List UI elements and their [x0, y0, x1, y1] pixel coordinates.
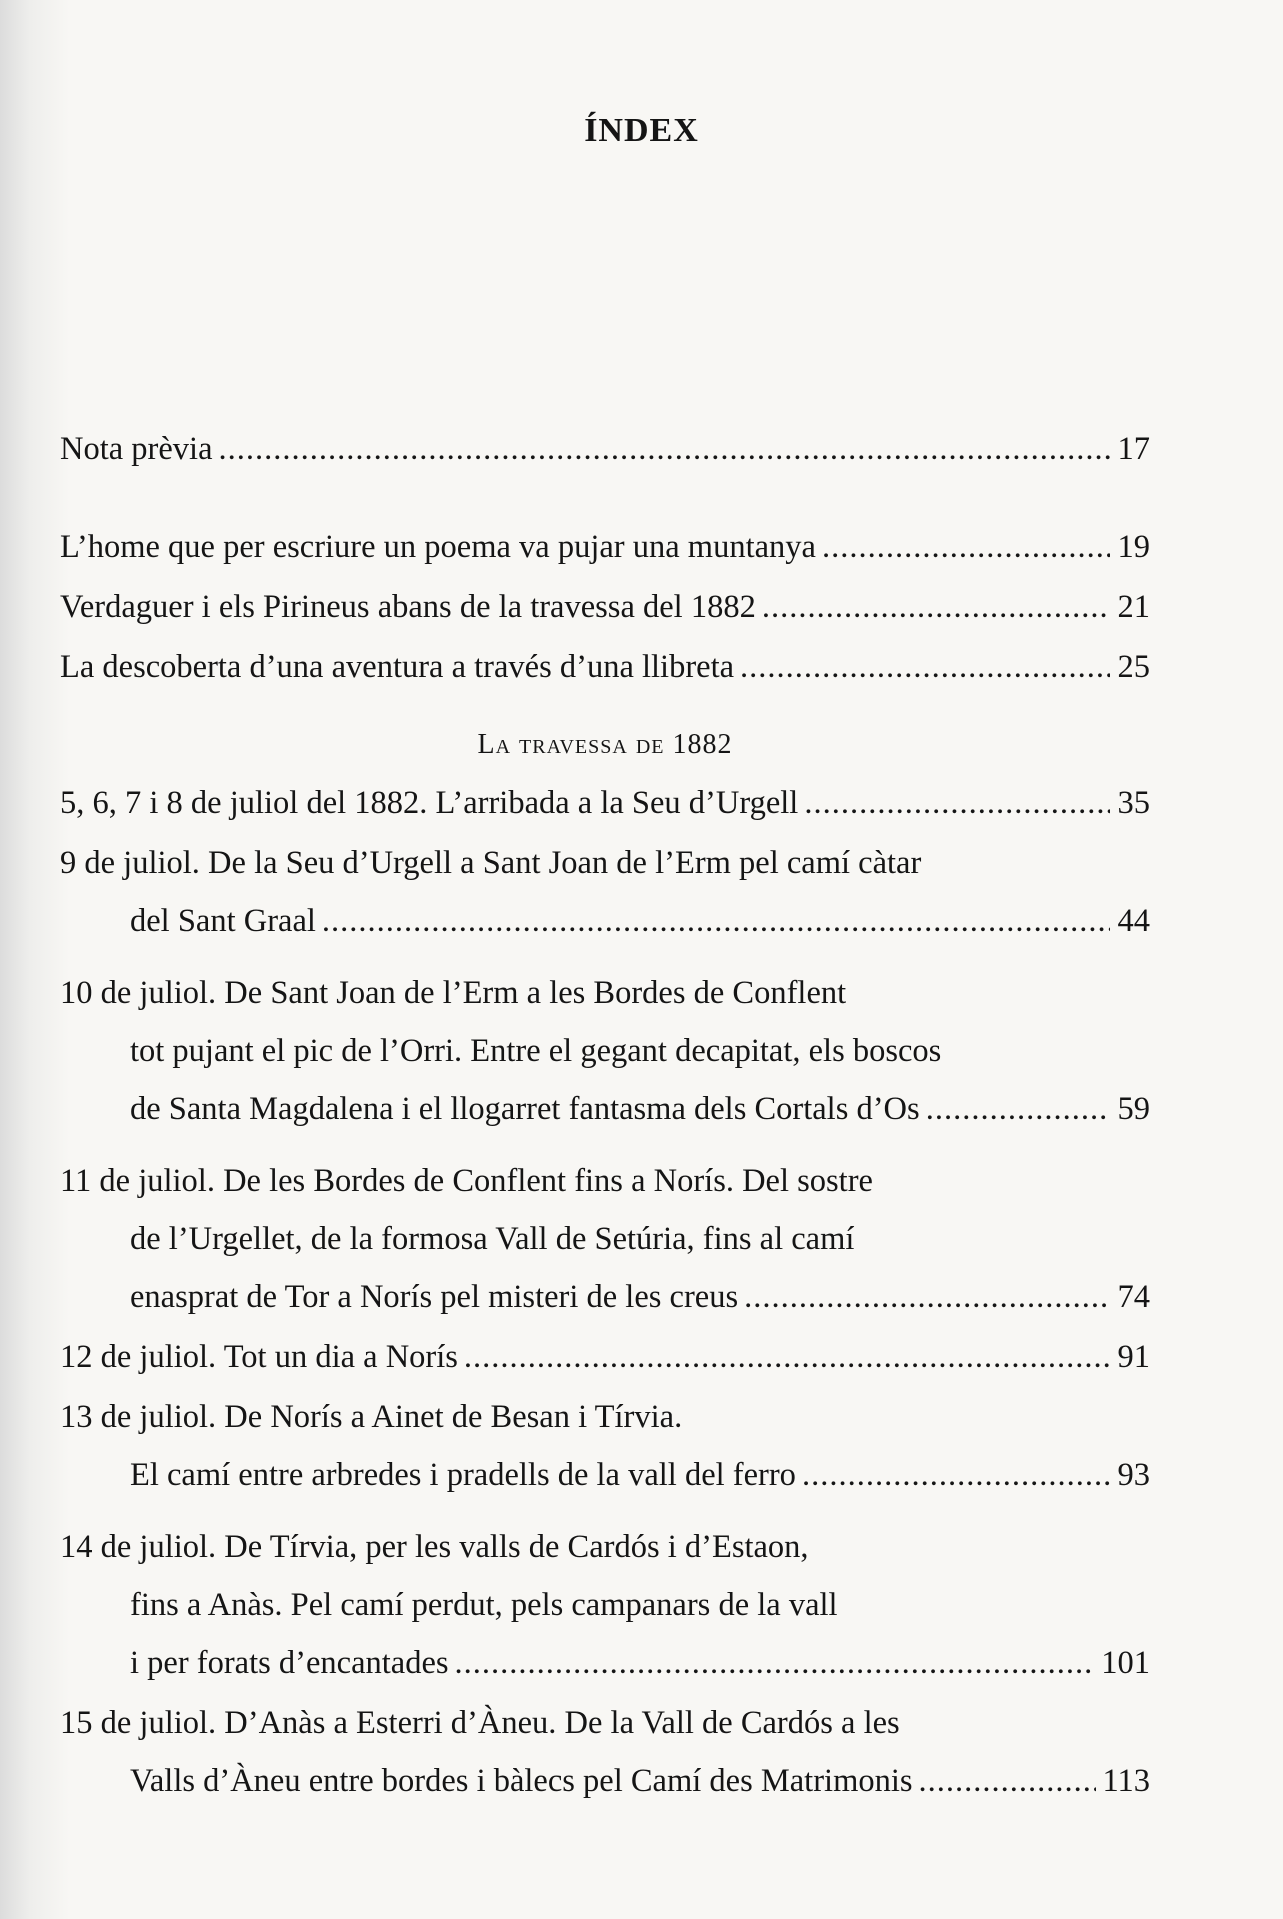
entry-text: fins a Anàs. Pel camí perdut, pels campanars de la vall — [130, 1587, 838, 1623]
toc-entry — [60, 578, 1150, 636]
page-title: ÍNDEX — [584, 112, 699, 149]
entry-text: 12 de juliol. Tot un dia a Norís — [60, 1339, 458, 1375]
entry-text: tot pujant el pic de l’Orri. Entre el gegant decapitat, els boscos — [130, 1033, 942, 1069]
entry-text: El camí entre arbredes i pradells de la vall del ferro — [130, 1457, 796, 1493]
entry-text: Valls d’Àneu entre bordes i bàlecs pel Camí des Matrimonis — [130, 1763, 913, 1799]
entry-text: enasprat de Tor a Norís pel misteri de les creus — [130, 1279, 739, 1315]
entry-text: i per forats d’encantades — [130, 1645, 449, 1681]
toc-entry — [60, 1694, 1150, 1810]
entry-text: del Sant Graal — [130, 903, 316, 939]
entry-text: Verdaguer i els Pirineus abans de la travessa del 1882 — [60, 589, 756, 625]
toc-entry — [60, 420, 1150, 478]
page-number: 44 — [1117, 903, 1150, 939]
toc-entry — [60, 1518, 1150, 1692]
page-number: 21 — [1117, 589, 1150, 625]
page-number: 25 — [1117, 649, 1150, 685]
entry-text: 13 de juliol. De Norís a Ainet de Besan i Tírvia. — [60, 1399, 683, 1435]
page-number: 74 — [1117, 1279, 1150, 1315]
entry-text: 14 de juliol. De Tírvia, per les valls de Cardós i d’Estaon, — [60, 1529, 809, 1565]
page-number: 59 — [1117, 1091, 1150, 1127]
page-number: 101 — [1101, 1645, 1150, 1681]
page-number: 19 — [1117, 529, 1150, 565]
toc-entry — [60, 518, 1150, 576]
entry-text: La descoberta d’una aventura a través d’una llibreta — [60, 649, 735, 685]
entry-text: 9 de juliol. De la Seu d’Urgell a Sant Joan de l’Erm pel camí càtar — [60, 845, 922, 881]
page-number: 17 — [1117, 431, 1150, 467]
page-number: 35 — [1117, 785, 1150, 821]
toc-entry — [60, 1328, 1150, 1386]
toc-entry — [60, 638, 1150, 696]
toc-entry — [60, 1388, 1150, 1504]
toc-entry — [60, 774, 1150, 832]
entry-text: 10 de juliol. De Sant Joan de l’Erm a les Bordes de Conflent — [60, 975, 847, 1011]
entry-text: de l’Urgellet, de la formosa Vall de Setúria, fins al camí — [130, 1221, 855, 1257]
toc-entry — [60, 964, 1150, 1138]
entry-text: Nota prèvia — [60, 431, 213, 467]
entry-text: 5, 6, 7 i 8 de juliol del 1882. L’arribada a la Seu d’Urgell — [60, 785, 799, 821]
page-number: 93 — [1117, 1457, 1150, 1493]
entry-text: 15 de juliol. D’Anàs a Esterri d’Àneu. De la Vall de Cardós a les — [60, 1705, 900, 1741]
page-number: 113 — [1102, 1763, 1150, 1799]
entry-text: de Santa Magdalena i el llogarret fantasma dels Cortals d’Os — [130, 1091, 920, 1127]
toc-entry — [60, 1152, 1150, 1326]
section-heading: La travessa de 1882 — [477, 729, 733, 760]
entry-text: L’home que per escriure un poema va pujar una muntanya — [60, 529, 816, 565]
entry-text: 11 de juliol. De les Bordes de Conflent fins a Norís. Del sostre — [60, 1163, 873, 1199]
toc-entry — [60, 834, 1150, 950]
page-number: 91 — [1117, 1339, 1150, 1375]
table-of-contents — [60, 420, 1150, 1810]
